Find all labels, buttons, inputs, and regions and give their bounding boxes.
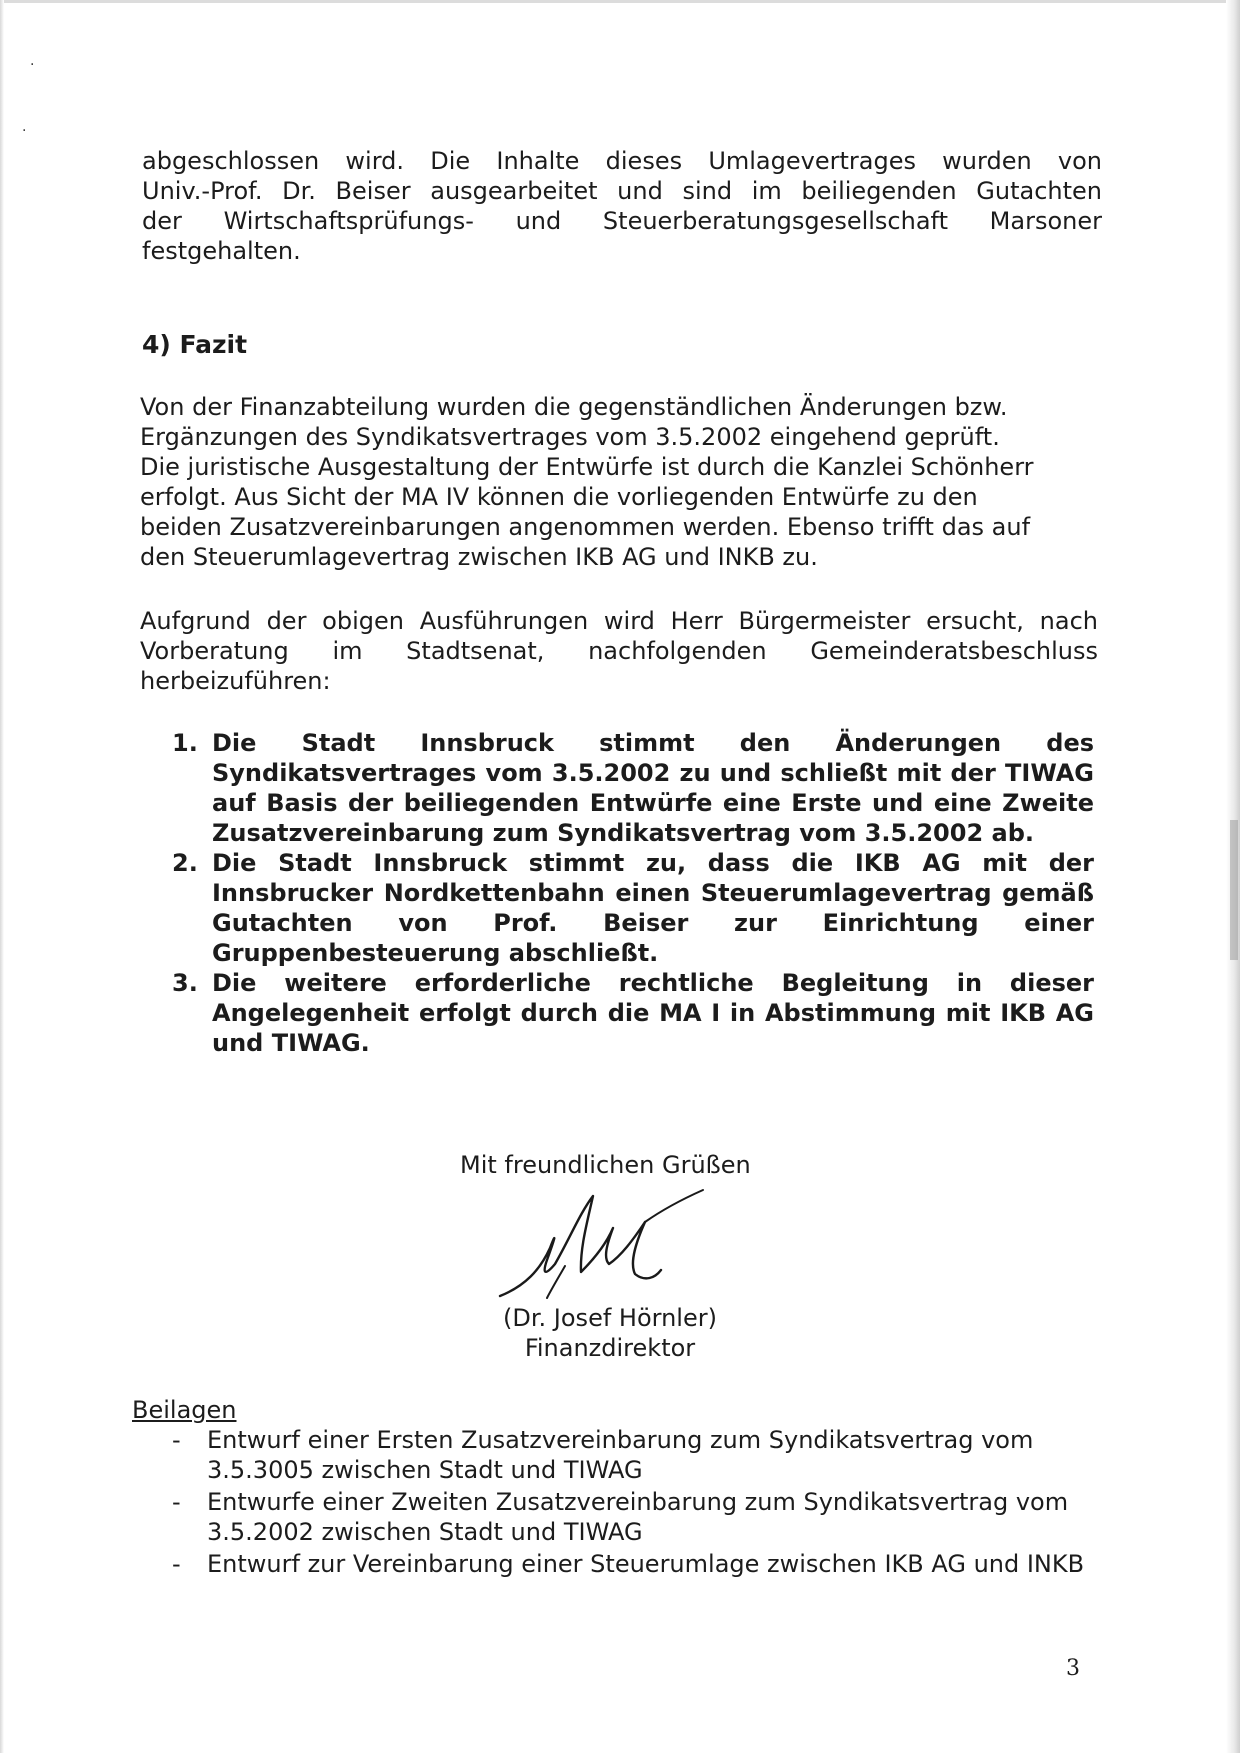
attachment-text: Entwurfe einer Zweiten Zusatzvereinbarung zum Syndikatsvertrag vom 3.5.2002 zwischen Stadt und TIWAG xyxy=(207,1488,1069,1546)
scan-shadow xyxy=(1230,820,1238,960)
scan-speck: · xyxy=(22,123,27,139)
signer-name: (Dr. Josef Hörnler) xyxy=(503,1304,717,1332)
list-dash: - xyxy=(172,1426,181,1454)
attachment-text: Entwurf einer Ersten Zusatzvereinbarung zum Syndikatsvertrag vom 3.5.3005 zwischen Stadt und TIWAG xyxy=(207,1426,1034,1484)
resolution-text: Die Stadt Innsbruck stimmt zu, dass die IKB AG mit der Innsbrucker Nordkettenbahn einen Steuerumlagevertrag gemäß Gutachten von Prof. Beiser zur Einrichtung einer Gruppenbesteuerung abschließt. xyxy=(212,849,1094,967)
text-line: festgehalten. xyxy=(142,237,301,265)
page-number: 3 xyxy=(1066,1656,1080,1681)
text-line: Vorberatung im Stadtsenat, nachfolgenden Gemeinderatsbeschluss xyxy=(140,637,1098,665)
handwritten-signature xyxy=(495,1178,735,1308)
attachment-text: Entwurf zur Vereinbarung einer Steuerumlage zwischen IKB AG und INKB xyxy=(207,1550,1085,1578)
resolution-list xyxy=(172,728,1094,1058)
text-line: den Steuerumlagevertrag zwischen IKB AG und INKB zu. xyxy=(140,543,818,571)
resolution-item xyxy=(172,968,1094,1058)
closing-greeting: Mit freundlichen Grüßen xyxy=(460,1151,751,1179)
text-line: Univ.-Prof. Dr. Beiser ausgearbeitet und sind im beiliegenden Gutachten xyxy=(142,177,1102,205)
text-line: Ergänzungen des Syndikatsvertrages vom 3.5.2002 eingehend geprüft. xyxy=(140,423,1000,451)
attachment-item xyxy=(150,1549,1090,1579)
resolution-number: 3. xyxy=(172,969,198,997)
resolution-item xyxy=(172,848,1094,968)
request-paragraph xyxy=(140,606,1098,696)
attachments-list xyxy=(150,1425,1090,1581)
scan-edge-top xyxy=(0,0,1240,3)
text-line: der Wirtschaftsprüfungs- und Steuerberatungsgesellschaft Marsoner xyxy=(142,207,1102,235)
signer-title: Finanzdirektor xyxy=(524,1334,696,1362)
section-heading: 4) Fazit xyxy=(142,330,248,359)
attachment-item xyxy=(150,1487,1090,1547)
intro-paragraph xyxy=(142,146,1102,266)
attachments-title: Beilagen xyxy=(132,1396,237,1424)
text-line: beiden Zusatzvereinbarungen angenommen werden. Ebenso trifft das auf xyxy=(140,513,1031,541)
text-line: herbeizuführen: xyxy=(140,667,331,695)
list-dash: - xyxy=(172,1488,181,1516)
scan-speck: · xyxy=(30,57,35,73)
text-line: Von der Finanzabteilung wurden die gegenständlichen Änderungen bzw. xyxy=(140,393,1008,421)
text-line: Die juristische Ausgestaltung der Entwürfe ist durch die Kanzlei Schönherr xyxy=(140,453,1034,481)
resolution-text: Die Stadt Innsbruck stimmt den Änderungen des Syndikatsvertrages vom 3.5.2002 zu und schließt mit der TIWAG auf Basis der beiliegenden Entwürfe eine Erste und eine Zweite Zusatzvereinbarung zum Syndikatsvertrag vom 3.5.2002 ab. xyxy=(212,729,1094,847)
resolution-number: 2. xyxy=(172,849,198,877)
resolution-item xyxy=(172,728,1094,848)
text-line: abgeschlossen wird. Die Inhalte dieses Umlagevertrages wurden von xyxy=(142,147,1102,175)
attachment-item xyxy=(150,1425,1090,1485)
resolution-number: 1. xyxy=(172,729,198,757)
text-line: erfolgt. Aus Sicht der MA IV können die vorliegenden Entwürfe zu den xyxy=(140,483,978,511)
scan-edge-left xyxy=(0,0,4,1753)
resolution-text: Die weitere erforderliche rechtliche Begleitung in dieser Angelegenheit erfolgt durch die MA I in Abstimmung mit IKB AG und TIWAG. xyxy=(212,969,1094,1057)
text-line: Aufgrund der obigen Ausführungen wird Herr Bürgermeister ersucht, nach xyxy=(140,607,1098,635)
list-dash: - xyxy=(172,1550,181,1578)
fazit-paragraph xyxy=(140,392,1100,572)
